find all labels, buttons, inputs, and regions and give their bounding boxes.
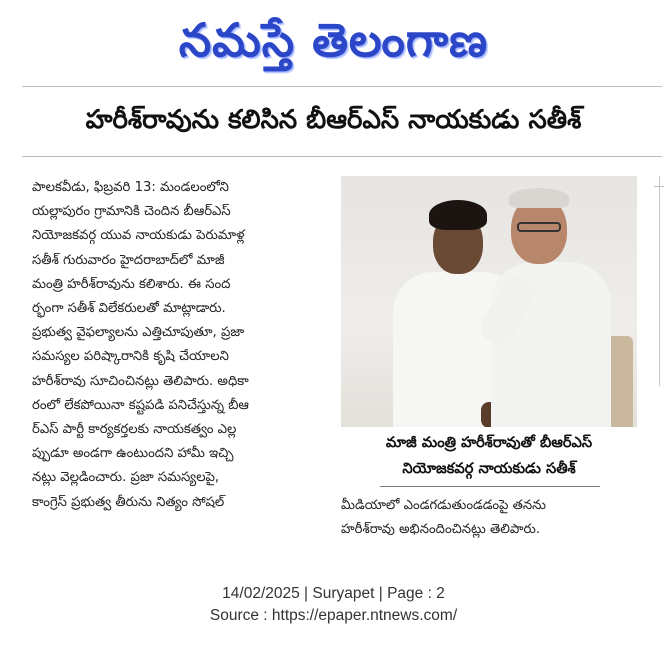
body-line: మంత్రి హరీశ్‌రావును కలిశారు. ఈ సంద bbox=[32, 276, 231, 292]
article-headline: హరీశ్‌రావును కలిసిన బీఆర్‌ఎస్ నాయకుడు సతీశ్ bbox=[85, 105, 582, 135]
body-line: రంలో లేకపోయినా కష్టపడి పనిచేస్తున్న బీఆ bbox=[32, 397, 249, 413]
body-line: ప్పుడూ అండగా ఉంటుందని హామీ ఇచ్చి bbox=[32, 446, 234, 462]
caption-line: నియోజకవర్గ నాయకుడు సతీశ్ bbox=[402, 460, 576, 477]
body-line: మీడియాలో ఎండగడుతుండడంపై తనను bbox=[341, 498, 546, 513]
body-line: పాలకవీడు, ఫిబ్రవరి 13: మండలంలోని bbox=[32, 180, 229, 195]
body-line: ర్‌ఎస్ పార్టీ కార్యకర్తలకు నాయకత్వం ఎల్ల bbox=[32, 422, 237, 438]
masthead bbox=[0, 0, 667, 84]
article-body bbox=[32, 176, 328, 515]
body-line: కాంగ్రెస్ ప్రభుత్వ తీరును నిత్యం సోషల్ bbox=[32, 494, 225, 510]
photo-glasses bbox=[517, 222, 561, 232]
body-line: ర్భంగా సతీశ్ విలేకరులతో మాట్లాడారు. bbox=[32, 301, 226, 317]
body-line: సతీశ్ గురువారం హైదరాబాద్‌లో మాజీ bbox=[32, 252, 225, 268]
column-tick bbox=[654, 186, 664, 187]
photo-person-right-hair bbox=[509, 188, 569, 208]
caption-divider bbox=[380, 486, 600, 487]
body-line: నట్లు వెల్లడించారు. ప్రజా సమస్యలపై, bbox=[32, 470, 220, 486]
newspaper-name: నమస్తే తెలంగాణ bbox=[178, 13, 489, 67]
footer-source: Source : https://epaper.ntnews.com/ bbox=[209, 607, 458, 624]
photo-caption bbox=[341, 430, 637, 482]
article-photo bbox=[341, 176, 637, 427]
masthead-divider bbox=[22, 86, 662, 87]
body-line: సమస్యల పరిష్కారానికి కృషి చేయాలని bbox=[32, 349, 229, 365]
headline-divider bbox=[22, 156, 662, 157]
body-line: యల్లాపురం గ్రామానికి చెందిన బీఆర్‌ఎస్ bbox=[32, 204, 231, 220]
body-line: ప్రభుత్వ వైఫల్యాలను ఎత్తిచూపుతూ, ప్రజా bbox=[32, 325, 245, 341]
article-continuation bbox=[341, 494, 637, 542]
body-line: హరీశ్‌రావు సూచించినట్లు తెలిపారు. అధికా bbox=[32, 373, 249, 389]
photo-person-left-hair bbox=[429, 200, 487, 230]
column-border bbox=[659, 176, 660, 386]
page-footer bbox=[0, 583, 667, 627]
body-line: హరీశ్‌రావు అభినందించినట్లు తెలిపారు. bbox=[341, 522, 541, 538]
footer-info: 14/02/2025 | Suryapet | Page : 2 bbox=[222, 585, 445, 602]
body-line: నియోజకవర్గ యువ నాయకుడు పెరుమాళ్ల bbox=[32, 228, 245, 244]
caption-line: మాజీ మంత్రి హరీశ్‌రావుతో బీఆర్‌ఎస్ bbox=[385, 434, 593, 451]
